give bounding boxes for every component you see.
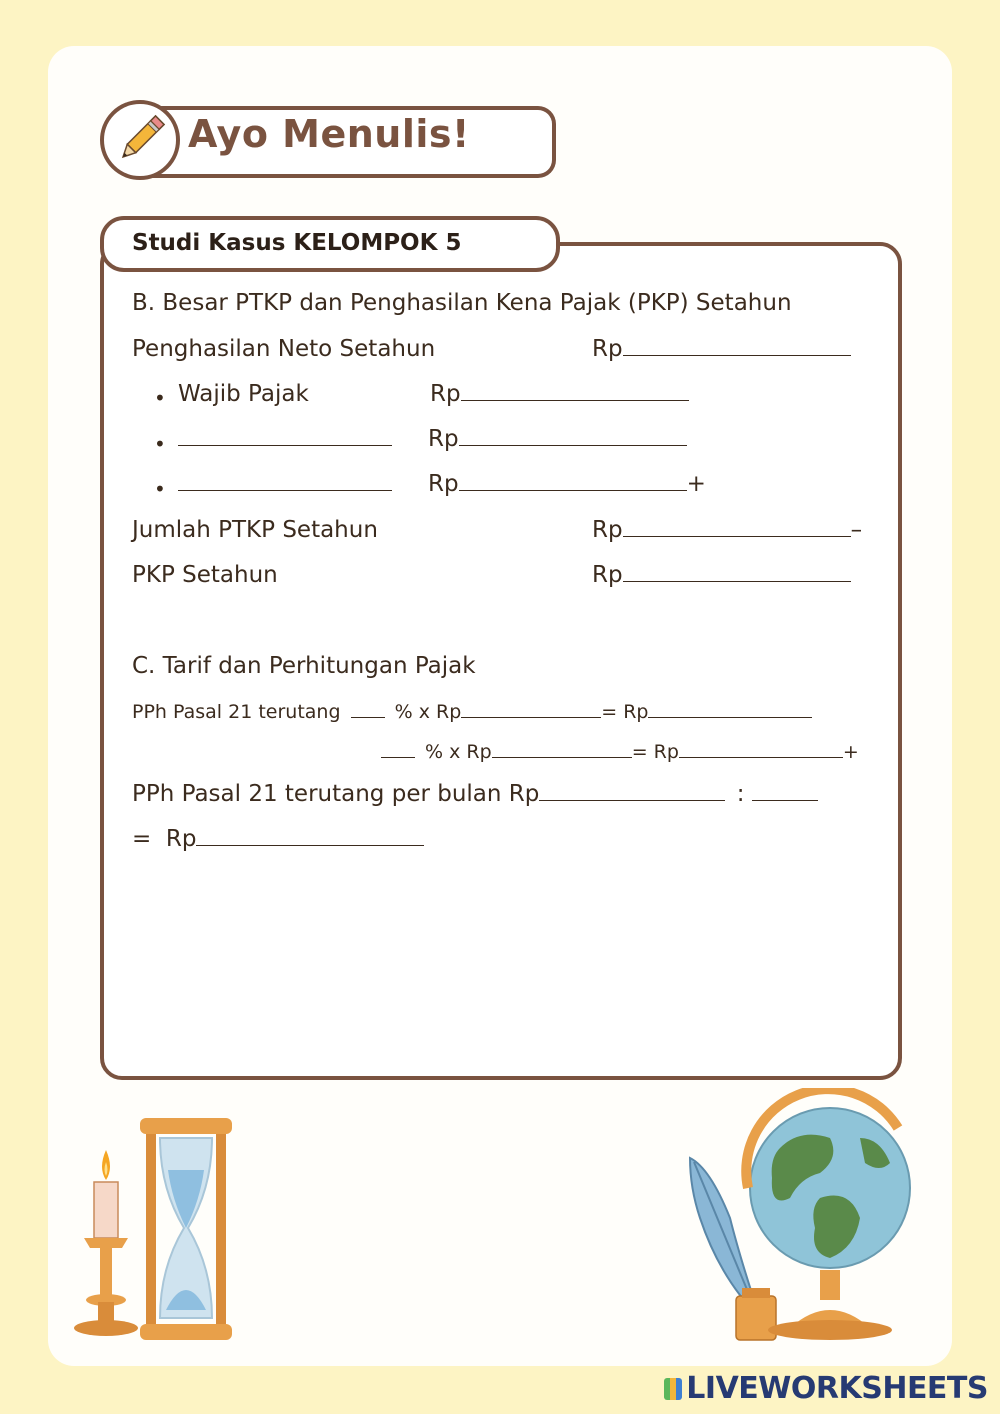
case-tab: [100, 216, 560, 272]
ptkp-item-3-label-field[interactable]: [178, 489, 392, 491]
plus-sign: +: [686, 471, 706, 497]
bullet-dot: •: [154, 432, 166, 456]
pph-line-1: PPh Pasal 21 terutang % x Rp = Rp: [132, 701, 812, 723]
base-1-field[interactable]: [461, 716, 601, 718]
rate-1-field[interactable]: [351, 716, 385, 718]
liveworksheets-logo: LIVEWORKSHEETS: [664, 1371, 988, 1406]
ptkp-item-1-amount: Rp: [430, 381, 689, 407]
liveworksheets-icon: [664, 1378, 682, 1400]
jumlah-ptkp-label: Jumlah PTKP Setahun: [132, 517, 378, 543]
candle-hourglass-illustration: [68, 1110, 248, 1350]
jumlah-ptkp-amount: Rp –: [592, 517, 863, 543]
monthly-total-field[interactable]: [539, 799, 725, 801]
minus-sign: –: [850, 517, 863, 543]
globe-quill-illustration: [680, 1088, 930, 1348]
section-b-heading: B. Besar PTKP dan Penghasilan Kena Pajak (PKP) Setahun: [132, 290, 792, 316]
neto-amount-field[interactable]: [623, 354, 851, 356]
monthly-result-field[interactable]: [196, 844, 424, 846]
ptkp-item-1-field[interactable]: [461, 399, 689, 401]
case-tab-label: Studi Kasus KELOMPOK 5: [132, 230, 462, 256]
pencil-icon-frame: [100, 100, 180, 180]
pph-line-2: % x Rp = Rp +: [381, 741, 859, 763]
neto-label: Penghasilan Neto Setahun: [132, 336, 436, 362]
tax-2-field[interactable]: [679, 756, 843, 758]
ptkp-item-2-field[interactable]: [459, 444, 687, 446]
monthly-pph-row: PPh Pasal 21 terutang per bulan Rp :: [132, 781, 818, 807]
ptkp-item-3-amount: Rp +: [428, 471, 706, 497]
ptkp-item-2-amount: Rp: [428, 426, 687, 452]
ptkp-item-2-label-field[interactable]: [178, 444, 392, 446]
pkp-field[interactable]: [623, 580, 851, 582]
base-2-field[interactable]: [492, 756, 632, 758]
ptkp-item-1-label: Wajib Pajak: [178, 381, 309, 407]
bullet-dot: •: [154, 386, 166, 410]
months-field[interactable]: [752, 799, 818, 801]
pkp-amount: Rp: [592, 562, 851, 588]
title-banner: [100, 100, 560, 180]
pencil-icon: [104, 104, 176, 176]
candle-icon: [74, 1150, 138, 1336]
section-c-heading: C. Tarif dan Perhitungan Pajak: [132, 653, 476, 679]
ptkp-item-3-field[interactable]: [459, 489, 687, 491]
tax-1-field[interactable]: [648, 716, 812, 718]
rate-2-field[interactable]: [381, 756, 415, 758]
ptkp-item-2-label: [178, 426, 392, 452]
jumlah-ptkp-field[interactable]: [623, 535, 851, 537]
hourglass-icon: [140, 1118, 232, 1340]
ptkp-item-3-label: [178, 471, 392, 497]
plus-sign: +: [842, 741, 859, 763]
page-title: Ayo Menulis!: [188, 112, 470, 156]
monthly-result-row: = Rp: [132, 826, 424, 852]
bullet-dot: •: [154, 477, 166, 501]
pkp-label: PKP Setahun: [132, 562, 278, 588]
neto-amount: Rp: [592, 336, 851, 362]
